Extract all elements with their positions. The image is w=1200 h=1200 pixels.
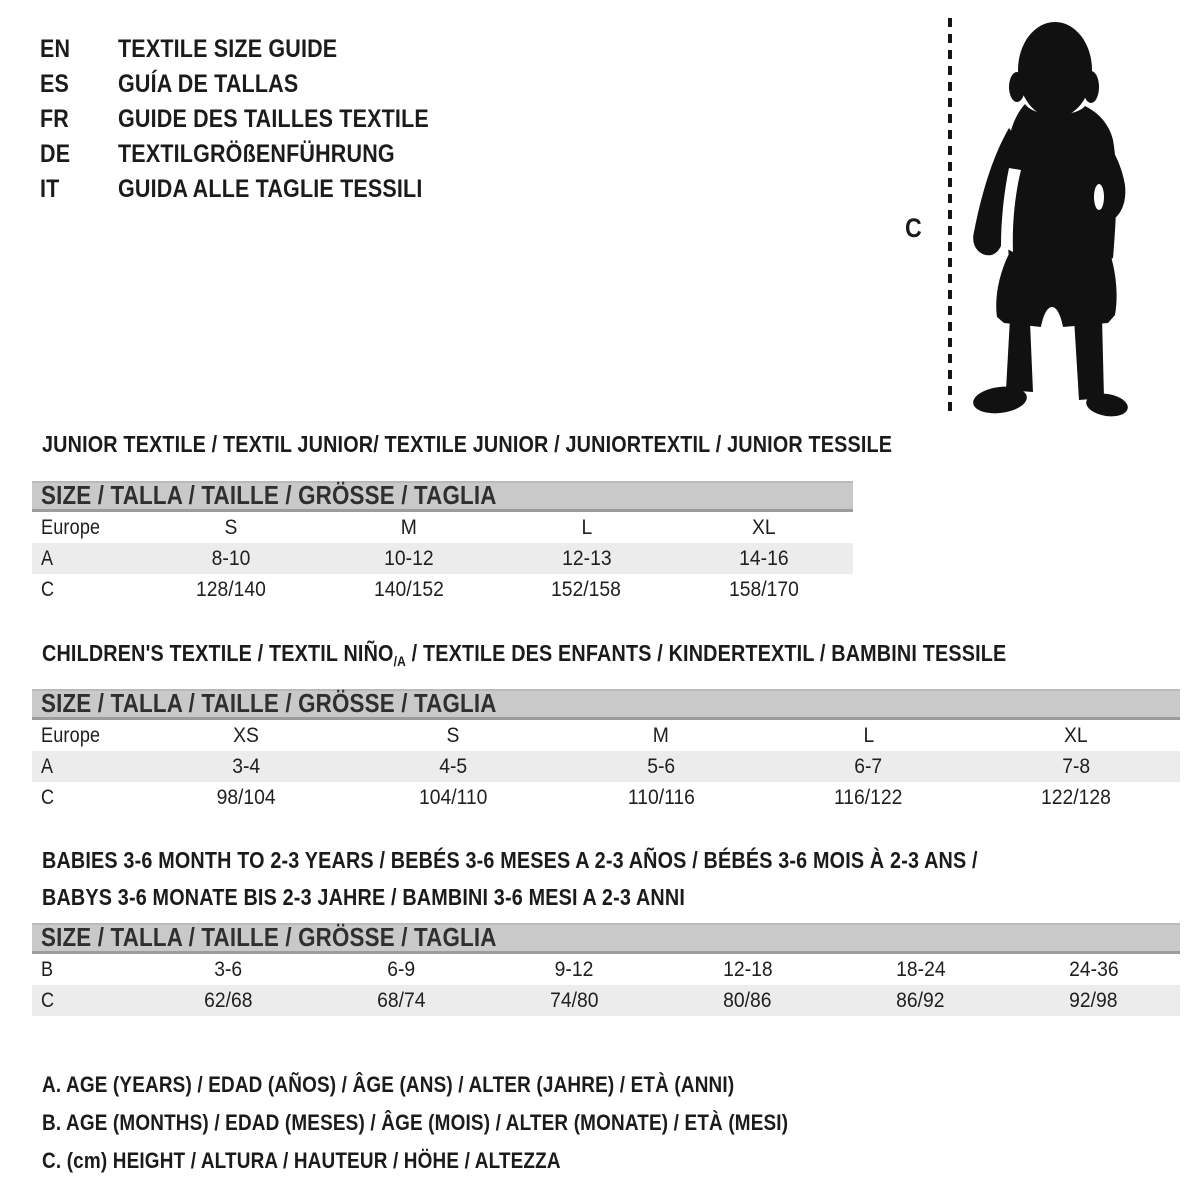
table-cell: 62/68 — [204, 989, 253, 1012]
height-measure-line — [948, 18, 952, 417]
table-cell: 116/122 — [834, 786, 903, 809]
guide-title: GUÍA DE TALLAS — [118, 70, 299, 98]
table-cell: 158/170 — [729, 578, 800, 601]
table-cell: 6-7 — [854, 755, 883, 778]
table-cell: 8-10 — [211, 547, 251, 570]
section-title-children: CHILDREN'S TEXTILE / TEXTIL $NIÑO_{/A}$ / TEXTILE DES ENFANTS / KINDERTEXTIL / BAMBINI TESSILE — [42, 640, 1007, 669]
language-row — [40, 67, 480, 102]
table-row — [32, 751, 1180, 782]
table-cell: 86/92 — [896, 989, 945, 1012]
language-code: EN — [40, 35, 71, 63]
legend-line-c: C. (cm) HEIGHT / ALTURA / HAUTEUR / HÖHE / ALTEZZA — [42, 1148, 561, 1173]
table-cell: 3-4 — [231, 755, 260, 778]
legend-line-b: B. AGE (MONTHS) / EDAD (MESES) / ÂGE (MOIS) / ALTER (MONATE) / ETÀ (MESI) — [42, 1110, 789, 1135]
table-cell: 10-12 — [383, 547, 434, 570]
table-cell: L — [580, 516, 592, 539]
guide-title: TEXTILE SIZE GUIDE — [118, 35, 338, 63]
row-label: Europe — [41, 516, 101, 539]
language-code: FR — [40, 105, 70, 133]
size-header-bar: SIZE / TALLA / TAILLE / GRÖSSE / TAGLIA — [32, 689, 1180, 720]
table-cell: 24-36 — [1068, 958, 1119, 981]
table-cell: 7-8 — [1062, 755, 1091, 778]
table-row — [32, 954, 1180, 985]
children-size-table — [32, 689, 1180, 813]
table-cell: XL — [1064, 724, 1088, 747]
guide-title: GUIDE DES TAILLES TEXTILE — [118, 105, 429, 133]
table-row — [32, 512, 853, 543]
table-cell: 104/110 — [419, 786, 488, 809]
table-row — [32, 782, 1180, 813]
table-row — [32, 985, 1180, 1016]
table-cell: 80/86 — [723, 989, 772, 1012]
size-header-bar: SIZE / TALLA / TAILLE / GRÖSSE / TAGLIA — [32, 481, 853, 512]
row-label: B — [41, 958, 54, 981]
junior-size-table — [32, 481, 853, 605]
nino-a-subscript: /A — [393, 653, 407, 669]
table-cell: 128/140 — [195, 578, 266, 601]
table-cell: M — [652, 724, 670, 747]
row-label: A — [41, 755, 54, 778]
table-cell: 122/128 — [1041, 786, 1112, 809]
guide-title: TEXTILGRÖßENFÜHRUNG — [118, 140, 395, 168]
row-label: C — [41, 786, 55, 809]
table-row — [32, 543, 853, 574]
table-cell: 3-6 — [214, 958, 243, 981]
table-cell: XS — [232, 724, 259, 747]
row-label: C — [41, 578, 55, 601]
table-cell: 140/152 — [373, 578, 444, 601]
table-cell: 68/74 — [377, 989, 426, 1012]
guide-title: GUIDA ALLE TAGLIE TESSILI — [118, 175, 423, 203]
table-row — [32, 574, 853, 605]
measure-label-c: C — [905, 213, 922, 243]
size-header-bar: SIZE / TALLA / TAILLE / GRÖSSE / TAGLIA — [32, 923, 1180, 954]
table-cell: 4-5 — [439, 755, 468, 778]
table-cell: 5-6 — [647, 755, 675, 778]
language-row — [40, 137, 480, 172]
table-cell: 152/158 — [551, 578, 622, 601]
row-label: Europe — [41, 724, 101, 747]
section-title-junior: JUNIOR TEXTILE / TEXTIL JUNIOR/ TEXTILE JUNIOR / JUNIORTEXTIL / JUNIOR TESSILE — [42, 431, 893, 457]
table-cell: S — [446, 724, 460, 747]
table-cell: 12-18 — [722, 958, 773, 981]
table-cell: 14-16 — [739, 547, 789, 570]
table-cell: 98/104 — [216, 786, 276, 809]
table-cell: 9-12 — [555, 958, 594, 981]
legend-block — [42, 1066, 910, 1180]
language-title-block — [40, 32, 480, 207]
table-cell: 6-9 — [387, 958, 416, 981]
language-row — [40, 32, 480, 67]
language-row — [40, 102, 480, 137]
language-code: ES — [40, 70, 70, 98]
table-cell: L — [863, 724, 874, 747]
table-cell: M — [400, 516, 417, 539]
table-cell: 74/80 — [550, 989, 599, 1012]
language-code: DE — [40, 140, 71, 168]
table-row — [32, 720, 1180, 751]
babies-size-table — [32, 923, 1180, 1016]
language-row — [40, 172, 480, 207]
legend-line-a: A. AGE (YEARS) / EDAD (AÑOS) / ÂGE (ANS) / ALTER (JAHRE) / ETÀ (ANNI) — [42, 1072, 735, 1097]
table-cell: S — [224, 516, 238, 539]
table-cell: 92/98 — [1069, 989, 1118, 1012]
section-title-babies: BABIES 3-6 MONTH TO 2-3 YEARS / BEBÉS 3-6 MESES A 2-3 AÑOS / BÉBÉS 3-6 MOIS À 2-3 ANS / BABYS 3-6 MONATE BIS 2-3 JAHRE / BAMBINI 3-6 MESI A 2-3 ANNI — [42, 847, 978, 910]
row-label: C — [41, 989, 55, 1012]
table-cell: XL — [752, 516, 776, 539]
table-cell: 110/116 — [627, 786, 695, 809]
toddler-silhouette-icon — [963, 18, 1135, 418]
language-code: IT — [40, 175, 60, 203]
table-cell: 18-24 — [895, 958, 946, 981]
table-cell: 12-13 — [561, 547, 612, 570]
row-label: A — [41, 547, 54, 570]
